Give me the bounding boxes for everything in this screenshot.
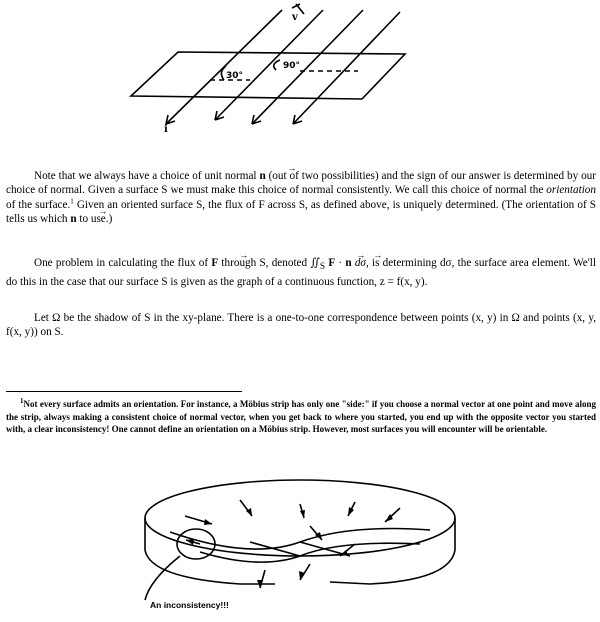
mobius-caption: An inconsistency!!! [150, 600, 229, 610]
paragraph-flux-problem: One problem in calculating the flux of → F through S, denoted $∬_S \to F$ · → n dσ, is determining dσ, the surface area element. We'll do this in the case that our surface S is given as the graph of a continuous function, z = f(x, y). [6, 256, 596, 289]
angle-right-label: 90° [283, 61, 301, 71]
footnote: $^1$Not every surface admits an orientation. For instance, a Möbius strip has only one "side:" if you choose a normal vector at one point and move along the strip, always making a consistent choice of normal vector, when you get back to where you started, you end up with the opposite vector you started with, a clear inconsistency! One cannot define an orientation on a Möbius strip. However, most surfaces you will encounter will be orientable. [6, 397, 596, 434]
flux-plane-figure [0, 0, 600, 140]
plane-outline [131, 52, 405, 99]
angle-left-label: 30° [226, 71, 244, 81]
footnote-mark: 1 [70, 196, 74, 205]
flux-integral: $∬_S \to F$ · → n dσ [310, 257, 366, 269]
arrow-label-i: i [164, 124, 168, 135]
footnote-rule [6, 391, 242, 392]
mobius-strip-figure [0, 460, 600, 622]
arrow-label-v: v [292, 12, 298, 23]
paragraph-shadow: Let Ω be the shadow of S in the xy-plane. There is a one-to-one correspondence between points (x, y) in Ω and points (x, y, f(x, y)) on S. [6, 312, 596, 339]
paragraph-orientation: Note that we always have a choice of unit normal → n (out of two possibilities) and the sign of our answer is determined by our choice of normal. Given a surface S we must make this choice of normal consistently. We call this choice of normal the orientation of the surface.$^1$ Given an oriented surface S, the flux of F across S, as defined above, is uniquely determined. (The orientation of S tells us which → n to use.) [6, 169, 596, 226]
